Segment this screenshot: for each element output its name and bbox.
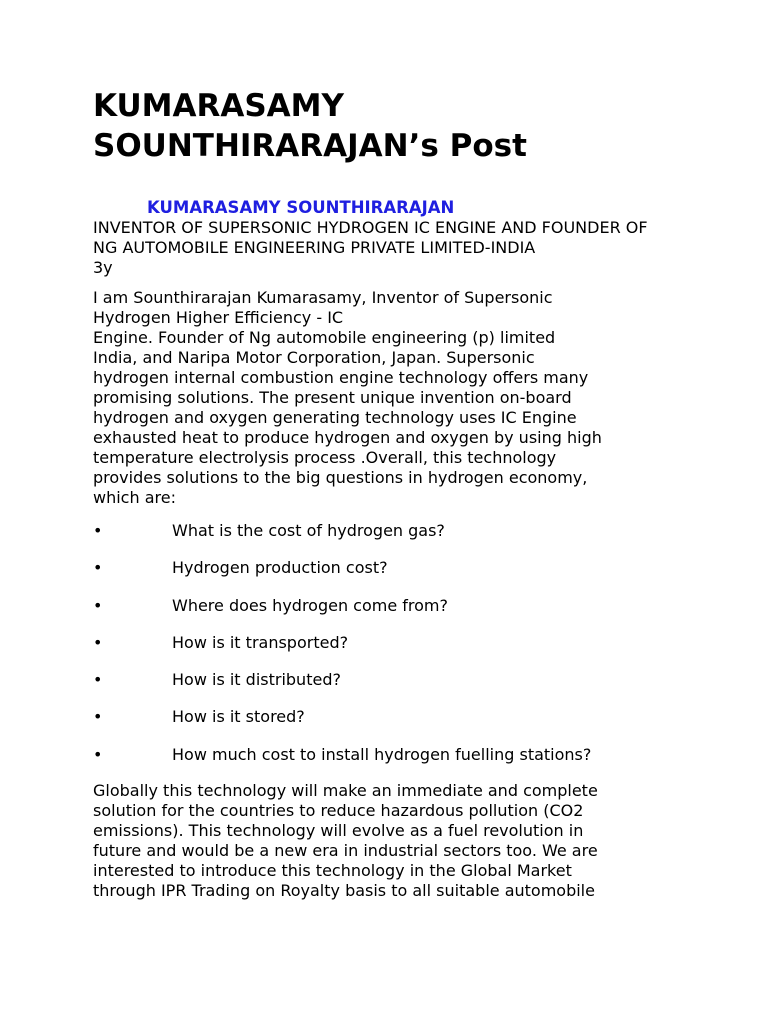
- list-item-text: How is it distributed?: [172, 670, 341, 690]
- bullet-icon: •: [93, 595, 103, 615]
- intro-paragraph: I am Sounthirarajan Kumarasamy, Inventor of Supersonic Hydrogen Higher Efficiency - IC Engine. Founder of Ng automobile engineering (p) limited India, and Naripa Motor Corporation, Japan. Supersonic hydrogen internal combustion engine technology offers many promising solutions. The present unique invention on-board hydrogen and oxygen generating technology uses IC Engine exhausted heat to produce hydrogen and oxygen by using high temperature electrolysis process .Overall, this technology provides solutions to the big questions in hydrogen economy, which are:: [93, 288, 602, 507]
- list-item: [93, 745, 673, 765]
- post-title: [93, 86, 673, 166]
- list-item: [93, 707, 673, 727]
- question-list: [93, 521, 673, 765]
- list-item: [93, 558, 673, 578]
- bullet-icon: •: [93, 558, 103, 578]
- post-age: 3y: [93, 258, 113, 277]
- bullet-icon: •: [93, 521, 103, 540]
- author-name-link[interactable]: KUMARASAMY SOUNTHIRARAJAN: [147, 198, 455, 217]
- list-item-text: Hydrogen production cost?: [172, 558, 388, 578]
- bullet-icon: •: [93, 707, 103, 727]
- author-headline: INVENTOR OF SUPERSONIC HYDROGEN IC ENGINE AND FOUNDER OF NG AUTOMOBILE ENGINEERING PRIVATE LIMITED-INDIA: [93, 218, 648, 257]
- list-item: [93, 596, 673, 616]
- list-item: [93, 521, 673, 541]
- post-body: [93, 288, 673, 901]
- document-page: [93, 86, 673, 917]
- list-item-text: How is it stored?: [172, 707, 305, 727]
- bullet-icon: •: [93, 632, 103, 652]
- list-item-text: What is the cost of hydrogen gas?: [172, 521, 445, 540]
- list-item: [93, 670, 673, 690]
- list-item-text: How is it transported?: [172, 632, 349, 652]
- post-title-line-1: KUMARASAMY: [93, 88, 344, 124]
- list-item-text: How much cost to install hydrogen fuelling stations?: [172, 744, 592, 764]
- closing-paragraph: Globally this technology will make an immediate and complete solution for the countries to reduce hazardous pollution (CO2 emissions). This technology will evolve as a fuel revolution in future and would be a new era in industrial sectors too. We are interested to introduce this technology in the Global Market through IPR Trading on Royalty basis to all suitable automobile: [93, 781, 598, 901]
- post-title-line-2: SOUNTHIRARAJAN’s Post: [93, 128, 527, 164]
- list-item: [93, 633, 673, 653]
- bullet-icon: •: [93, 744, 103, 764]
- bullet-icon: •: [93, 670, 103, 690]
- list-item-text: Where does hydrogen come from?: [172, 595, 449, 615]
